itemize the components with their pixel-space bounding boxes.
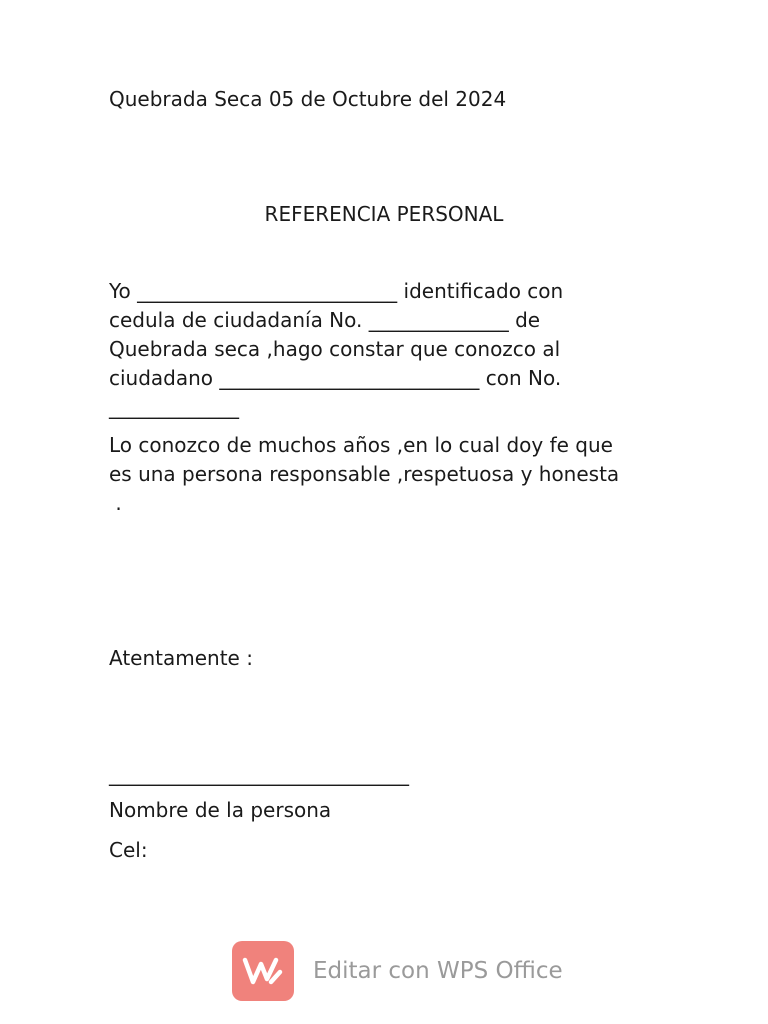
signature-name: Nombre de la persona [109,798,332,822]
wps-edit-banner[interactable] [232,941,563,1001]
signature-line: ______________________________ [109,762,409,786]
paragraph-identification [109,277,563,422]
paragraph-line: es una persona responsable ,respetuosa y honesta [109,462,620,486]
paragraph-line: _____________ [109,395,239,419]
document-title: REFERENCIA PERSONAL [264,202,504,226]
paragraph-line: Quebrada seca ,hago constar que conozco al [109,337,561,361]
paragraph-line: ciudadano __________________________ con No. [109,366,562,390]
wps-edit-label[interactable]: Editar con WPS Office [313,958,563,984]
wps-logo-icon[interactable] [232,941,294,1001]
signature-cel: Cel: [109,838,148,862]
paragraph-line: Lo conozco de muchos años ,en lo cual doy fe que [109,433,613,457]
paragraph-testimony [109,431,619,518]
closing-text: Atentamente : [109,646,253,670]
paragraph-line: . [109,491,122,515]
paragraph-line: Yo __________________________ identificado con [109,279,564,303]
paragraph-line: cedula de ciudadanía No. ______________ de [109,308,541,332]
date-line: Quebrada Seca 05 de Octubre del 2024 [109,87,507,111]
